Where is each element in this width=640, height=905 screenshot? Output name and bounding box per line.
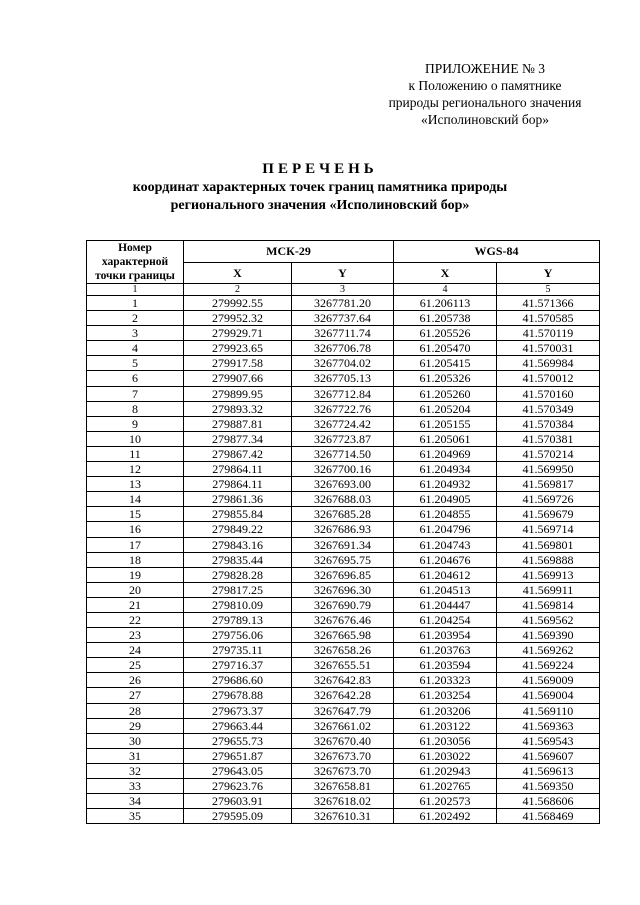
msk29-x-cell: 279864.11	[184, 477, 292, 492]
wgs84-x-cell: 61.203763	[394, 643, 497, 658]
msk29-header: МСК-29	[184, 241, 394, 263]
point-number-cell: 9	[87, 416, 184, 431]
wgs84-x-cell: 61.204855	[394, 507, 497, 522]
point-number-cell: 28	[87, 703, 184, 718]
wgs84-x-cell: 61.204513	[394, 582, 497, 597]
msk29-y-cell: 3267673.70	[292, 748, 394, 763]
table-row	[87, 794, 600, 809]
point-number-cell: 35	[87, 809, 184, 824]
table-row	[87, 643, 600, 658]
msk29-x-cell: 279899.95	[184, 386, 292, 401]
wgs84-x-cell: 61.202943	[394, 763, 497, 778]
table-row	[87, 597, 600, 612]
table-row	[87, 748, 600, 763]
point-number-cell: 10	[87, 431, 184, 446]
table-row	[87, 371, 600, 386]
wgs84-y-cell: 41.571366	[497, 296, 600, 311]
point-number-cell: 1	[87, 296, 184, 311]
msk29-y-cell: 3267686.93	[292, 522, 394, 537]
msk29-y-cell: 3267647.79	[292, 703, 394, 718]
msk29-y-cell: 3267705.13	[292, 371, 394, 386]
point-number-cell: 22	[87, 612, 184, 627]
wgs84-y-cell: 41.569817	[497, 477, 600, 492]
msk29-x-cell: 279756.06	[184, 628, 292, 643]
point-number-cell: 11	[87, 446, 184, 461]
wgs84-header: WGS-84	[394, 241, 600, 263]
msk29-y-cell: 3267700.16	[292, 462, 394, 477]
table-row	[87, 507, 600, 522]
table-row	[87, 628, 600, 643]
appendix-header	[360, 60, 610, 128]
msk29-y-cell: 3267690.79	[292, 597, 394, 612]
wgs84-y-cell: 41.570119	[497, 326, 600, 341]
column-numbers-row	[87, 284, 600, 296]
msk29-x-cell: 279651.87	[184, 748, 292, 763]
table-row	[87, 763, 600, 778]
msk29-x-cell: 279663.44	[184, 718, 292, 733]
table-row	[87, 386, 600, 401]
point-number-cell: 31	[87, 748, 184, 763]
wgs84-y-header: Y	[497, 262, 600, 284]
msk29-y-cell: 3267714.50	[292, 446, 394, 461]
point-number-cell: 16	[87, 522, 184, 537]
table-row	[87, 492, 600, 507]
msk29-x-cell: 279887.81	[184, 416, 292, 431]
table-row	[87, 446, 600, 461]
msk29-x-cell: 279855.84	[184, 507, 292, 522]
wgs84-x-cell: 61.204254	[394, 612, 497, 627]
wgs84-x-cell: 61.203323	[394, 673, 497, 688]
table-row	[87, 567, 600, 582]
msk29-y-cell: 3267642.28	[292, 688, 394, 703]
table-row	[87, 582, 600, 597]
msk29-y-cell: 3267673.70	[292, 763, 394, 778]
point-number-cell: 24	[87, 643, 184, 658]
point-number-cell: 19	[87, 567, 184, 582]
msk29-x-cell: 279623.76	[184, 779, 292, 794]
wgs84-x-cell: 61.205526	[394, 326, 497, 341]
msk29-x-cell: 279952.32	[184, 311, 292, 326]
column-number: 5	[497, 284, 600, 296]
wgs84-x-cell: 61.204934	[394, 462, 497, 477]
wgs84-x-header: X	[394, 262, 497, 284]
msk29-y-cell: 3267722.76	[292, 401, 394, 416]
msk29-x-cell: 279849.22	[184, 522, 292, 537]
msk29-x-cell: 279673.37	[184, 703, 292, 718]
point-number-cell: 8	[87, 401, 184, 416]
table-row	[87, 431, 600, 446]
msk29-x-cell: 279992.55	[184, 296, 292, 311]
msk29-y-cell: 3267712.84	[292, 386, 394, 401]
msk29-y-cell: 3267610.31	[292, 809, 394, 824]
wgs84-y-cell: 41.569679	[497, 507, 600, 522]
msk29-x-cell: 279678.88	[184, 688, 292, 703]
wgs84-y-cell: 41.569911	[497, 582, 600, 597]
point-number-cell: 17	[87, 537, 184, 552]
table-row	[87, 311, 600, 326]
point-number-cell: 7	[87, 386, 184, 401]
msk29-y-cell: 3267696.30	[292, 582, 394, 597]
msk29-x-cell: 279828.28	[184, 567, 292, 582]
wgs84-x-cell: 61.204743	[394, 537, 497, 552]
table-row	[87, 779, 600, 794]
msk29-y-cell: 3267665.98	[292, 628, 394, 643]
msk29-x-cell: 279735.11	[184, 643, 292, 658]
table-row	[87, 658, 600, 673]
point-number-cell: 12	[87, 462, 184, 477]
point-number-cell: 25	[87, 658, 184, 673]
wgs84-x-cell: 61.203022	[394, 748, 497, 763]
wgs84-y-cell: 41.570381	[497, 431, 600, 446]
point-number-cell: 34	[87, 794, 184, 809]
table-row	[87, 703, 600, 718]
wgs84-y-cell: 41.570349	[497, 401, 600, 416]
msk29-y-cell: 3267676.46	[292, 612, 394, 627]
wgs84-x-cell: 61.202765	[394, 779, 497, 794]
table-row	[87, 401, 600, 416]
title-subtitle: координат характерных точек границ памятника природы	[132, 180, 508, 195]
msk29-y-cell: 3267781.20	[292, 296, 394, 311]
wgs84-x-cell: 61.203206	[394, 703, 497, 718]
msk29-x-cell: 279595.09	[184, 809, 292, 824]
coordinates-table	[86, 240, 600, 824]
wgs84-x-cell: 61.202492	[394, 809, 497, 824]
msk29-x-cell: 279835.44	[184, 552, 292, 567]
table-row	[87, 341, 600, 356]
msk29-x-cell: 279716.37	[184, 658, 292, 673]
wgs84-y-cell: 41.569350	[497, 779, 600, 794]
wgs84-y-cell: 41.569888	[497, 552, 600, 567]
wgs84-y-cell: 41.569543	[497, 733, 600, 748]
msk29-y-cell: 3267658.81	[292, 779, 394, 794]
appendix-number: ПРИЛОЖЕНИЕ № 3	[424, 61, 546, 76]
wgs84-y-cell: 41.569009	[497, 673, 600, 688]
point-number-cell: 6	[87, 371, 184, 386]
wgs84-y-cell: 41.570585	[497, 311, 600, 326]
wgs84-y-cell: 41.570214	[497, 446, 600, 461]
document-title	[0, 160, 640, 215]
point-number-header: Номер характерной точки границы	[87, 241, 184, 284]
wgs84-x-cell: 61.205415	[394, 356, 497, 371]
msk29-y-cell: 3267685.28	[292, 507, 394, 522]
wgs84-y-cell: 41.569224	[497, 658, 600, 673]
table-row	[87, 462, 600, 477]
table-row	[87, 477, 600, 492]
point-number-cell: 14	[87, 492, 184, 507]
point-number-cell: 26	[87, 673, 184, 688]
msk29-x-cell: 279655.73	[184, 733, 292, 748]
wgs84-y-cell: 41.569390	[497, 628, 600, 643]
point-number-cell: 15	[87, 507, 184, 522]
msk29-x-cell: 279917.58	[184, 356, 292, 371]
table-row	[87, 326, 600, 341]
point-number-cell: 32	[87, 763, 184, 778]
msk29-y-cell: 3267706.78	[292, 341, 394, 356]
wgs84-y-cell: 41.568606	[497, 794, 600, 809]
point-number-cell: 5	[87, 356, 184, 371]
wgs84-x-cell: 61.204932	[394, 477, 497, 492]
wgs84-y-cell: 41.569363	[497, 718, 600, 733]
wgs84-y-cell: 41.569562	[497, 612, 600, 627]
msk29-x-cell: 279867.42	[184, 446, 292, 461]
wgs84-y-cell: 41.569110	[497, 703, 600, 718]
point-number-cell: 27	[87, 688, 184, 703]
msk29-x-cell: 279929.71	[184, 326, 292, 341]
wgs84-x-cell: 61.204676	[394, 552, 497, 567]
table-row	[87, 688, 600, 703]
column-number: 2	[184, 284, 292, 296]
msk29-y-cell: 3267695.75	[292, 552, 394, 567]
wgs84-x-cell: 61.205061	[394, 431, 497, 446]
msk29-y-cell: 3267691.34	[292, 537, 394, 552]
table-row	[87, 673, 600, 688]
wgs84-y-cell: 41.570384	[497, 416, 600, 431]
msk29-y-header: Y	[292, 262, 394, 284]
msk29-y-cell: 3267704.02	[292, 356, 394, 371]
point-number-cell: 33	[87, 779, 184, 794]
point-number-cell: 29	[87, 718, 184, 733]
msk29-x-cell: 279861.36	[184, 492, 292, 507]
msk29-x-cell: 279686.60	[184, 673, 292, 688]
point-number-cell: 21	[87, 597, 184, 612]
msk29-x-cell: 279817.25	[184, 582, 292, 597]
wgs84-x-cell: 61.204969	[394, 446, 497, 461]
msk29-y-cell: 3267737.64	[292, 311, 394, 326]
wgs84-y-cell: 41.569984	[497, 356, 600, 371]
msk29-x-cell: 279907.66	[184, 371, 292, 386]
wgs84-y-cell: 41.570012	[497, 371, 600, 386]
wgs84-x-cell: 61.205260	[394, 386, 497, 401]
wgs84-x-cell: 61.204612	[394, 567, 497, 582]
wgs84-y-cell: 41.569801	[497, 537, 600, 552]
wgs84-x-cell: 61.202573	[394, 794, 497, 809]
wgs84-x-cell: 61.203954	[394, 628, 497, 643]
point-number-cell: 20	[87, 582, 184, 597]
msk29-y-cell: 3267693.00	[292, 477, 394, 492]
wgs84-y-cell: 41.569913	[497, 567, 600, 582]
wgs84-x-cell: 61.204905	[394, 492, 497, 507]
table-row	[87, 296, 600, 311]
table-row	[87, 612, 600, 627]
wgs84-y-cell: 41.570031	[497, 341, 600, 356]
point-number-cell: 4	[87, 341, 184, 356]
point-number-cell: 3	[87, 326, 184, 341]
wgs84-y-cell: 41.568469	[497, 809, 600, 824]
wgs84-y-cell: 41.569950	[497, 462, 600, 477]
wgs84-x-cell: 61.204447	[394, 597, 497, 612]
appendix-line: природы регионального значения	[388, 95, 582, 110]
table-row	[87, 522, 600, 537]
wgs84-y-cell: 41.570160	[497, 386, 600, 401]
wgs84-y-cell: 41.569004	[497, 688, 600, 703]
msk29-y-cell: 3267688.03	[292, 492, 394, 507]
table-row	[87, 809, 600, 824]
appendix-line: «Исполиновский бор»	[420, 112, 549, 127]
table-row	[87, 552, 600, 567]
wgs84-x-cell: 61.203122	[394, 718, 497, 733]
wgs84-y-cell: 41.569607	[497, 748, 600, 763]
wgs84-y-cell: 41.569613	[497, 763, 600, 778]
column-number: 3	[292, 284, 394, 296]
msk29-y-cell: 3267711.74	[292, 326, 394, 341]
point-number-cell: 23	[87, 628, 184, 643]
wgs84-x-cell: 61.206113	[394, 296, 497, 311]
msk29-x-cell: 279864.11	[184, 462, 292, 477]
msk29-x-cell: 279789.13	[184, 612, 292, 627]
appendix-line: к Положению о памятнике	[408, 78, 562, 93]
table-body	[87, 284, 600, 824]
wgs84-y-cell: 41.569726	[497, 492, 600, 507]
title-main: ПЕРЕЧЕНЬ	[262, 161, 378, 177]
wgs84-x-cell: 61.205470	[394, 341, 497, 356]
title-subtitle: регионального значения «Исполиновский бор»	[170, 198, 470, 213]
wgs84-y-cell: 41.569714	[497, 522, 600, 537]
msk29-y-cell: 3267724.42	[292, 416, 394, 431]
msk29-y-cell: 3267670.40	[292, 733, 394, 748]
msk29-x-cell: 279893.32	[184, 401, 292, 416]
table-row	[87, 733, 600, 748]
wgs84-x-cell: 61.205204	[394, 401, 497, 416]
msk29-y-cell: 3267655.51	[292, 658, 394, 673]
wgs84-x-cell: 61.204796	[394, 522, 497, 537]
wgs84-y-cell: 41.569262	[497, 643, 600, 658]
point-number-cell: 30	[87, 733, 184, 748]
msk29-x-cell: 279603.91	[184, 794, 292, 809]
msk29-y-cell: 3267642.83	[292, 673, 394, 688]
wgs84-x-cell: 61.203594	[394, 658, 497, 673]
msk29-y-cell: 3267696.85	[292, 567, 394, 582]
msk29-x-cell: 279843.16	[184, 537, 292, 552]
msk29-x-header: X	[184, 262, 292, 284]
wgs84-x-cell: 61.203056	[394, 733, 497, 748]
table-row	[87, 537, 600, 552]
wgs84-x-cell: 61.205738	[394, 311, 497, 326]
table-row	[87, 416, 600, 431]
msk29-x-cell: 279810.09	[184, 597, 292, 612]
column-number: 1	[87, 284, 184, 296]
wgs84-x-cell: 61.205326	[394, 371, 497, 386]
msk29-x-cell: 279877.34	[184, 431, 292, 446]
msk29-y-cell: 3267661.02	[292, 718, 394, 733]
table-row	[87, 356, 600, 371]
point-number-cell: 13	[87, 477, 184, 492]
column-number: 4	[394, 284, 497, 296]
point-number-cell: 18	[87, 552, 184, 567]
wgs84-y-cell: 41.569814	[497, 597, 600, 612]
point-number-cell: 2	[87, 311, 184, 326]
msk29-y-cell: 3267658.26	[292, 643, 394, 658]
wgs84-x-cell: 61.205155	[394, 416, 497, 431]
wgs84-x-cell: 61.203254	[394, 688, 497, 703]
table-row	[87, 718, 600, 733]
msk29-y-cell: 3267723.87	[292, 431, 394, 446]
msk29-x-cell: 279643.05	[184, 763, 292, 778]
msk29-x-cell: 279923.65	[184, 341, 292, 356]
msk29-y-cell: 3267618.02	[292, 794, 394, 809]
